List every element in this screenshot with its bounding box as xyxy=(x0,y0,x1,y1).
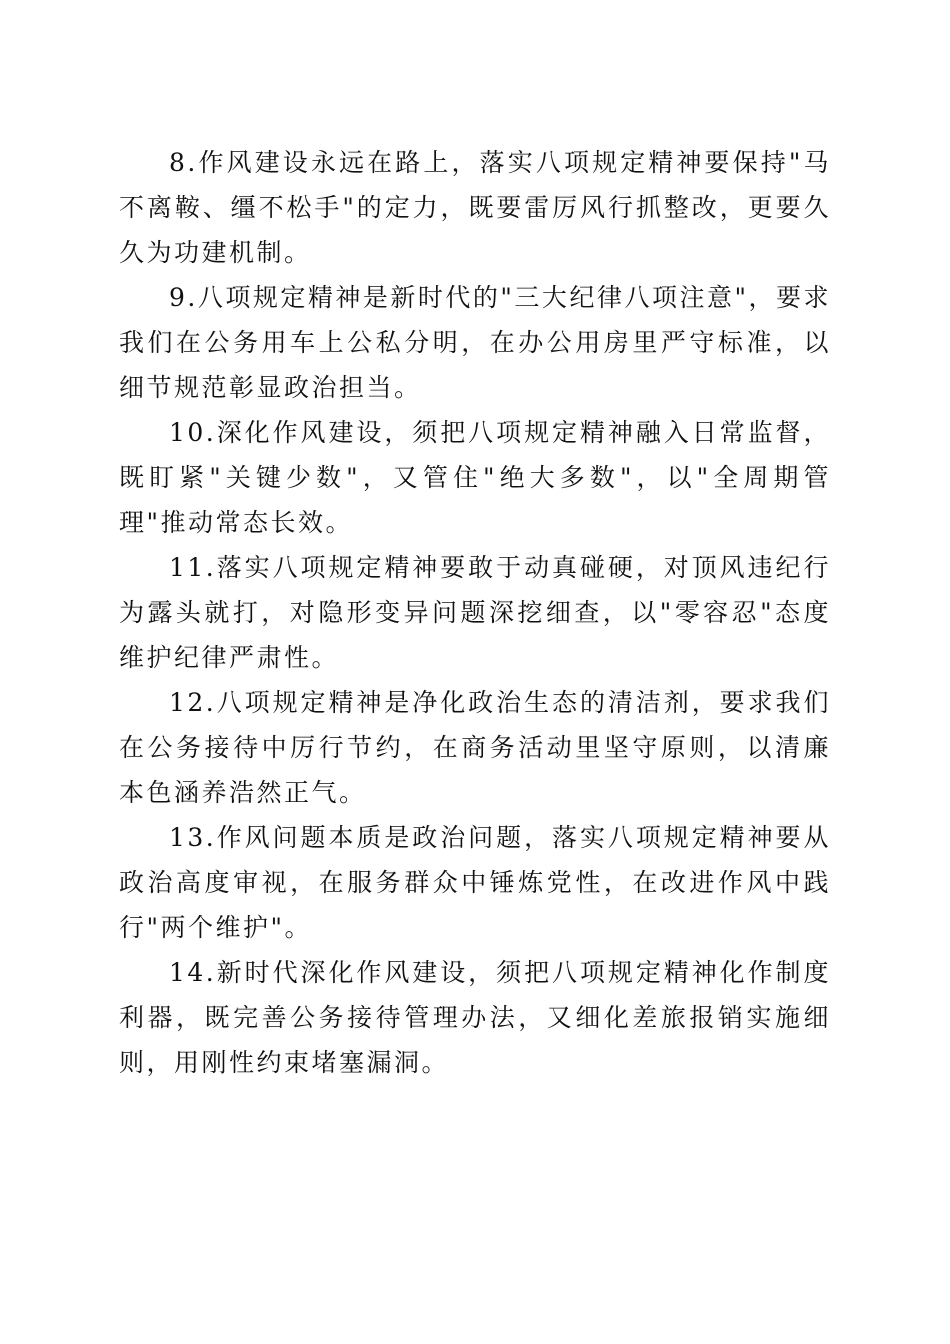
paragraph-item-13: 13.作风问题本质是政治问题，落实八项规定精神要从政治高度审视，在服务群众中锤炼党性，在改进作风中践行"两个维护"。 xyxy=(119,823,831,942)
paragraph-item-10: 10.深化作风建设，须把八项规定精神融入日常监督，既盯紧"关键少数"，又管住"绝大多数"，以"全周期管理"推动常态长效。 xyxy=(119,418,831,537)
paragraph-item-12: 12.八项规定精神是净化政治生态的清洁剂，要求我们在公务接待中厉行节约，在商务活动里坚守原则，以清廉本色涵养浩然正气。 xyxy=(119,688,831,807)
paragraph-item-11: 11.落实八项规定精神要敢于动真碰硬，对顶风违纪行为露头就打，对隐形变异问题深挖细查，以"零容忍"态度维护纪律严肃性。 xyxy=(119,553,831,672)
document-body xyxy=(119,140,831,1085)
paragraph-item-9: 9.八项规定精神是新时代的"三大纪律八项注意"，要求我们在公务用车上公私分明，在办公用房里严守标准，以细节规范彰显政治担当。 xyxy=(119,283,831,402)
paragraph-item-14: 14.新时代深化作风建设，须把八项规定精神化作制度利器，既完善公务接待管理办法，又细化差旅报销实施细则，用刚性约束堵塞漏洞。 xyxy=(119,958,831,1077)
paragraph-item-8: 8.作风建设永远在路上，落实八项规定精神要保持"马不离鞍、缰不松手"的定力，既要雷厉风行抓整改，更要久久为功建机制。 xyxy=(119,148,831,267)
